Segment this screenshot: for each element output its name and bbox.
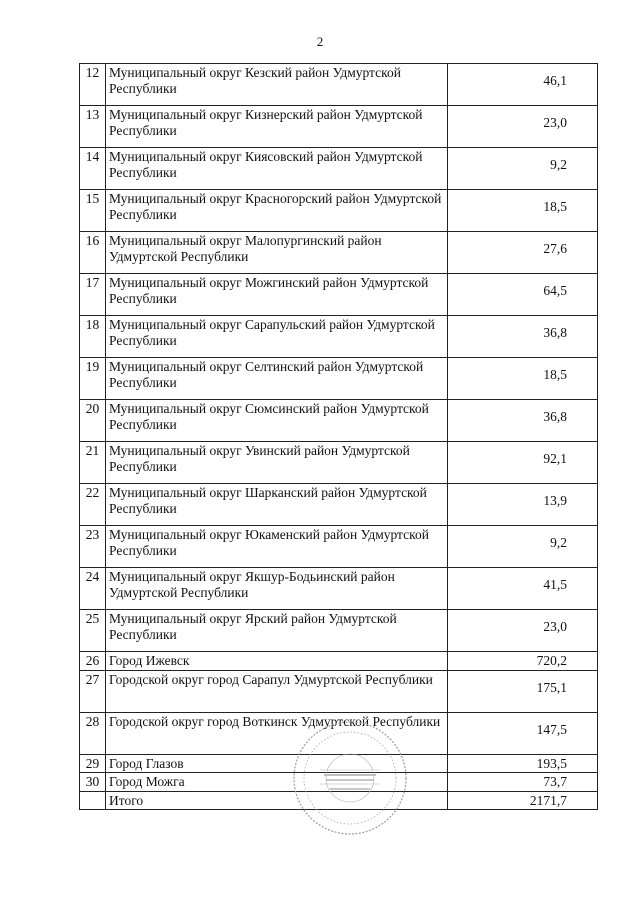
total-label: Итого (106, 791, 448, 809)
row-number: 12 (80, 64, 106, 106)
table-row (80, 64, 598, 106)
row-value: 175,1 (448, 670, 598, 712)
row-name: Город Глазов (106, 754, 448, 773)
table-row (80, 316, 598, 358)
row-value: 92,1 (448, 442, 598, 484)
page-number: 2 (316, 34, 324, 49)
row-name: Муниципальный округ Киясовский район Удмуртской Республики (106, 148, 448, 190)
table-row (80, 274, 598, 316)
row-number: 30 (80, 773, 106, 792)
row-name: Муниципальный округ Кезский район Удмуртской Республики (106, 64, 448, 106)
table-row (80, 652, 598, 671)
row-value: 64,5 (448, 274, 598, 316)
row-value: 73,7 (448, 773, 598, 792)
allocation-table (79, 63, 598, 810)
row-number: 22 (80, 484, 106, 526)
row-name: Муниципальный округ Селтинский район Удмуртской Республики (106, 358, 448, 400)
row-value: 27,6 (448, 232, 598, 274)
row-name: Муниципальный округ Красногорский район Удмуртской Республики (106, 190, 448, 232)
table-row (80, 442, 598, 484)
table-body (80, 64, 598, 810)
row-number: 14 (80, 148, 106, 190)
table-row (80, 568, 598, 610)
row-number: 26 (80, 652, 106, 671)
row-number: 29 (80, 754, 106, 773)
row-number: 20 (80, 400, 106, 442)
row-number: 18 (80, 316, 106, 358)
table-row (80, 232, 598, 274)
total-value: 2171,7 (448, 791, 598, 809)
row-name: Городской округ город Сарапул Удмуртской Республики (106, 670, 448, 712)
row-value: 41,5 (448, 568, 598, 610)
row-value: 23,0 (448, 106, 598, 148)
row-number: 27 (80, 670, 106, 712)
total-number (80, 791, 106, 809)
row-value: 36,8 (448, 316, 598, 358)
row-number: 17 (80, 274, 106, 316)
row-value: 46,1 (448, 64, 598, 106)
row-number: 24 (80, 568, 106, 610)
row-name: Город Ижевск (106, 652, 448, 671)
row-value: 9,2 (448, 526, 598, 568)
row-value: 193,5 (448, 754, 598, 773)
row-number: 21 (80, 442, 106, 484)
row-number: 23 (80, 526, 106, 568)
row-value: 13,9 (448, 484, 598, 526)
table-row (80, 484, 598, 526)
row-name: Муниципальный округ Сюмсинский район Удмуртской Республики (106, 400, 448, 442)
row-number: 19 (80, 358, 106, 400)
row-value: 18,5 (448, 190, 598, 232)
row-value: 9,2 (448, 148, 598, 190)
row-name: Муниципальный округ Сарапульский район Удмуртской Республики (106, 316, 448, 358)
row-name: Муниципальный округ Малопургинский район Удмуртской Республики (106, 232, 448, 274)
table-row (80, 400, 598, 442)
row-name: Муниципальный округ Можгинский район Удмуртской Республики (106, 274, 448, 316)
row-number: 13 (80, 106, 106, 148)
row-name: Муниципальный округ Кизнерский район Удмуртской Республики (106, 106, 448, 148)
table-row (80, 610, 598, 652)
table-row (80, 526, 598, 568)
row-name: Муниципальный округ Шарканский район Удмуртской Республики (106, 484, 448, 526)
row-name: Городской округ город Воткинск Удмуртской Республики (106, 712, 448, 754)
table-row (80, 106, 598, 148)
row-value: 720,2 (448, 652, 598, 671)
row-number: 28 (80, 712, 106, 754)
table-row (80, 670, 598, 712)
table-row (80, 358, 598, 400)
row-value: 23,0 (448, 610, 598, 652)
row-name: Муниципальный округ Якшур-Бодьинский район Удмуртской Республики (106, 568, 448, 610)
row-number: 25 (80, 610, 106, 652)
row-value: 18,5 (448, 358, 598, 400)
row-name: Муниципальный округ Увинский район Удмуртской Республики (106, 442, 448, 484)
row-value: 147,5 (448, 712, 598, 754)
official-stamp-icon (290, 718, 410, 838)
row-name: Муниципальный округ Ярский район Удмуртской Республики (106, 610, 448, 652)
row-number: 15 (80, 190, 106, 232)
row-number: 16 (80, 232, 106, 274)
row-name: Город Можга (106, 773, 448, 792)
row-value: 36,8 (448, 400, 598, 442)
row-name: Муниципальный округ Юкаменский район Удмуртской Республики (106, 526, 448, 568)
table-row (80, 190, 598, 232)
table-row (80, 148, 598, 190)
